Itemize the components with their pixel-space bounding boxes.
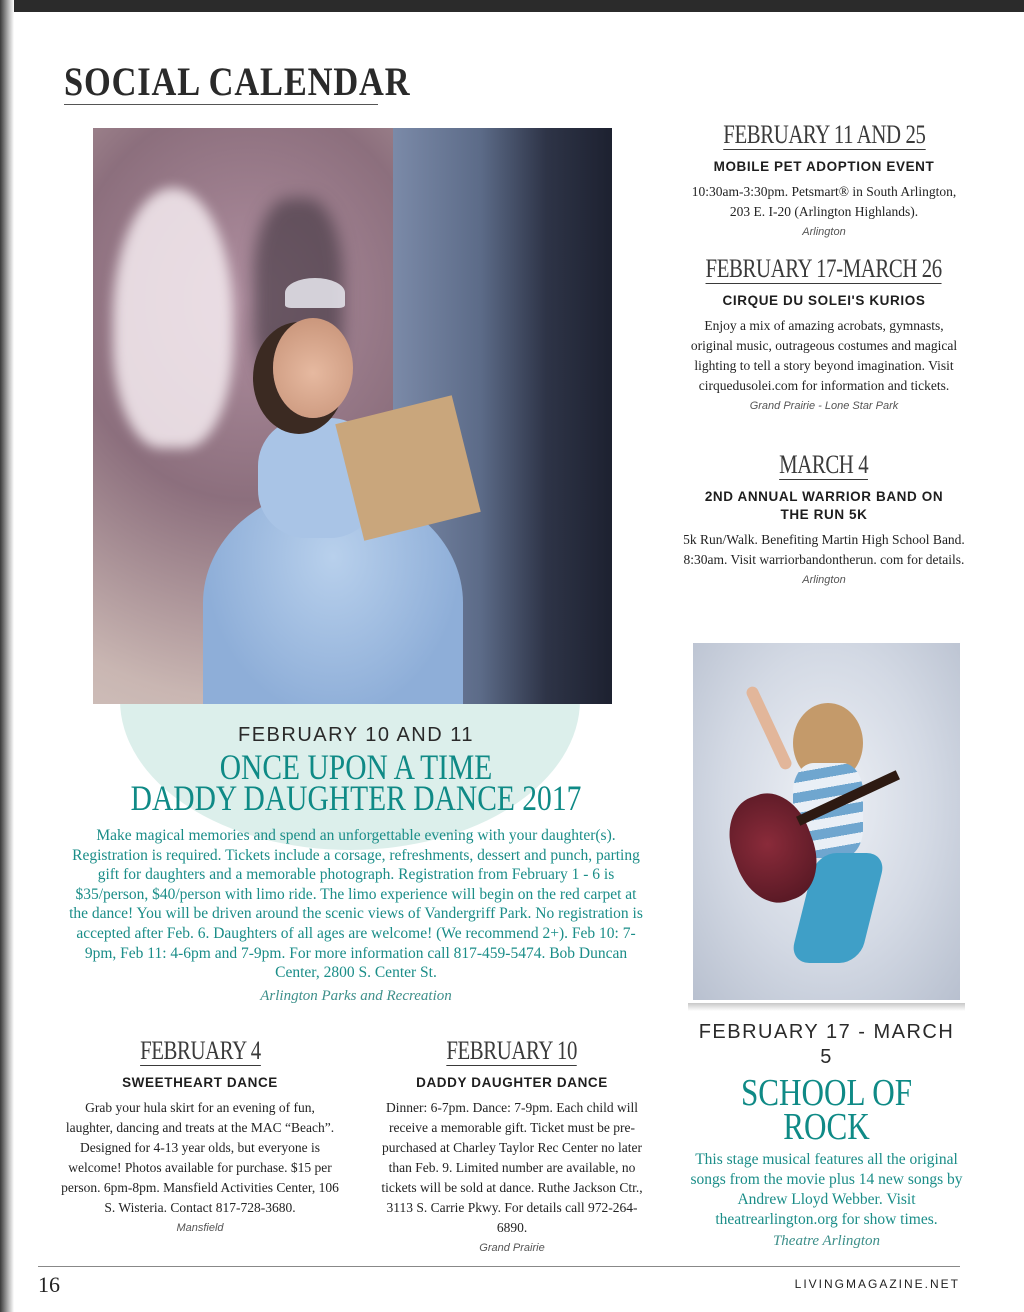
daddy-daughter-dance-photo xyxy=(93,128,612,704)
rock-location: Theatre Arlington xyxy=(772,1233,881,1249)
event-pet-adoption xyxy=(664,122,984,238)
footer-rule xyxy=(38,1266,960,1267)
event-name: 2ND ANNUAL WARRIOR BAND ON THE RUN 5K xyxy=(704,489,944,522)
event-name: MOBILE PET ADOPTION EVENT xyxy=(713,159,935,174)
event-kurios xyxy=(664,256,984,412)
event-grand-prairie-dance xyxy=(372,1038,652,1254)
event-date: FEBRUARY 4 xyxy=(139,1036,261,1065)
event-name: SWEETHEART DANCE xyxy=(122,1075,278,1090)
feature-title-line1: ONCE UPON A TIME xyxy=(219,747,493,787)
feature-date: FEBRUARY 10 AND 11 xyxy=(238,724,474,746)
event-name: CIRQUE DU SOLEI'S KURIOS xyxy=(722,293,926,308)
event-body: Dinner: 6-7pm. Dance: 7-9pm. Each child will receive a memorable gift. Ticket must be pre-purchased at Charley Taylor Rec Center no later than Feb. 9. Limited number are available, no tickets will be sold at dance. Ruthe Jackson Ctr., 3113 S. Carrie Pkwy. For details call 972-264-6890. xyxy=(381,1100,643,1235)
feature-title-line2: DADDY DAUGHTER DANCE 2017 xyxy=(130,778,582,818)
event-date: FEBRUARY 17-MARCH 26 xyxy=(705,254,943,283)
event-body: 5k Run/Walk. Benefiting Martin High School Band. 8:30am. Visit warriorbandontherun. com for details. xyxy=(683,532,965,567)
event-body: Grab your hula skirt for an evening of fun, laughter, dancing and treats at the MAC “Beach”. Designed for 4-13 year olds, but everyone is welcome! Photos available for purchase. $15 per person. 6pm-8pm. Mansfield Activities Center, 106 S. Wisteria. Contact 817-728-3680. xyxy=(61,1100,339,1215)
page-edge-shadow xyxy=(0,0,14,1312)
top-bar xyxy=(0,0,1024,12)
feature-location: Arlington Parks and Recreation xyxy=(260,988,452,1004)
rock-title xyxy=(690,1072,963,1148)
event-date: FEBRUARY 11 AND 25 xyxy=(722,120,926,149)
event-date: MARCH 4 xyxy=(779,450,869,479)
feature-title xyxy=(60,747,652,818)
event-location: Arlington xyxy=(802,226,846,238)
section-title: SOCIAL CALENDAR xyxy=(64,59,411,104)
page-number: 16 xyxy=(38,1272,60,1297)
school-of-rock-photo xyxy=(693,643,960,1000)
title-rule xyxy=(64,104,378,105)
event-location: Grand Prairie - Lone Star Park xyxy=(749,400,899,412)
event-date: FEBRUARY 10 xyxy=(446,1036,578,1065)
event-warrior-band xyxy=(664,452,984,586)
rock-title-line2: ROCK xyxy=(783,1106,870,1148)
rock-title-line1: SCHOOL OF xyxy=(740,1072,913,1114)
event-body: 10:30am-3:30pm. Petsmart® in South Arlington, 203 E. I-20 (Arlington Highlands). xyxy=(691,184,957,219)
footer-site: LIVINGMAGAZINE.NET xyxy=(794,1277,960,1291)
event-sweetheart-dance xyxy=(60,1038,340,1234)
feature-body: Make magical memories and spend an unforgettable evening with your daughter(s). Registration is required. Tickets include a corsage, refreshments, dessert and punch, parting gift for daughters and a memorable photograph. Registration from February 1 - 6 is $35/person, $40/person with limo ride. The limo experience will begin on the red carpet at the dance! You will be driven around the scenic views of Vandergriff Park. No registration is accepted after Feb. 6. Daughters of all ages are welcome! (We recommend 2+). Feb 10: 7-9pm, Feb 11: 4-6pm and 7-9pm. For more information call 817-459-5474. Bob Duncan Center, 2800 S. Center St. xyxy=(69,827,643,982)
event-body: Enjoy a mix of amazing acrobats, gymnasts, original music, outrageous costumes and magical lighting to tell a story beyond imagination. Visit cirquedusolei.com for information and tickets. xyxy=(690,318,958,393)
event-location: Grand Prairie xyxy=(479,1242,545,1254)
photo-shadow xyxy=(688,1003,965,1011)
event-name: DADDY DAUGHTER DANCE xyxy=(416,1075,608,1090)
rock-body: This stage musical features all the original songs from the movie plus 14 new songs by Andrew Lloyd Webber. Visit theatrearlington.org for show times. xyxy=(690,1151,963,1228)
event-location: Mansfield xyxy=(176,1222,224,1234)
event-location: Arlington xyxy=(802,574,846,586)
rock-date: FEBRUARY 17 - MARCH 5 xyxy=(698,1021,955,1068)
